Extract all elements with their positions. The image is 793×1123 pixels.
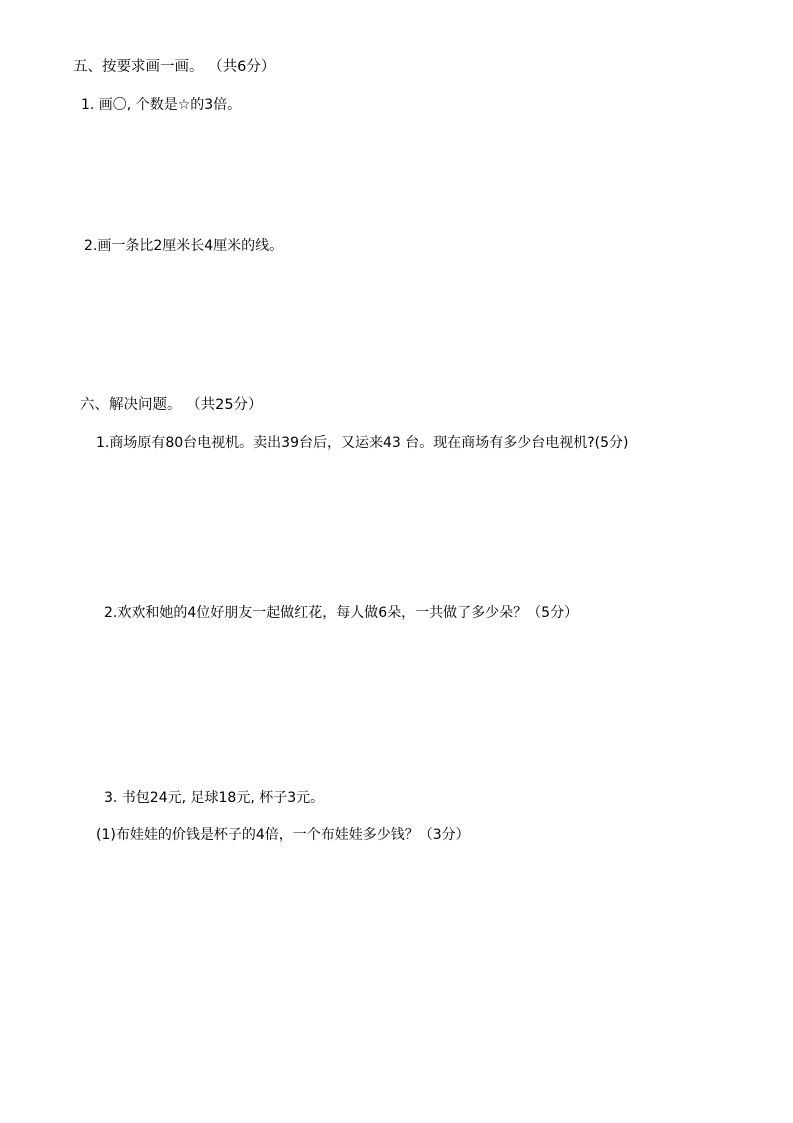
question-6-1: 1.商场原有80台电视机。卖出39台后，又运来43 台。现在商场有多少台电视机?(5分) [96,435,629,451]
question-5-2: 2.画一条比2厘米长4厘米的线。 [84,238,284,254]
section-5-heading: 五、按要求画一画。 （共6分） [73,59,276,75]
section-6-heading: 六、解决问题。 （共25分） [80,397,263,413]
question-6-3: 3. 书包24元, 足球18元, 杯子3元。 [104,790,325,806]
question-6-3-sub-1: (1)布娃娃的价钱是杯子的4倍，一个布娃娃多少钱？（3分） [96,827,470,843]
question-6-2: 2.欢欢和她的4位好朋友一起做红花，每人做6朵，一共做了多少朵？（5分） [104,605,579,621]
question-5-1: 1. 画〇, 个数是☆的3倍。 [81,97,242,113]
